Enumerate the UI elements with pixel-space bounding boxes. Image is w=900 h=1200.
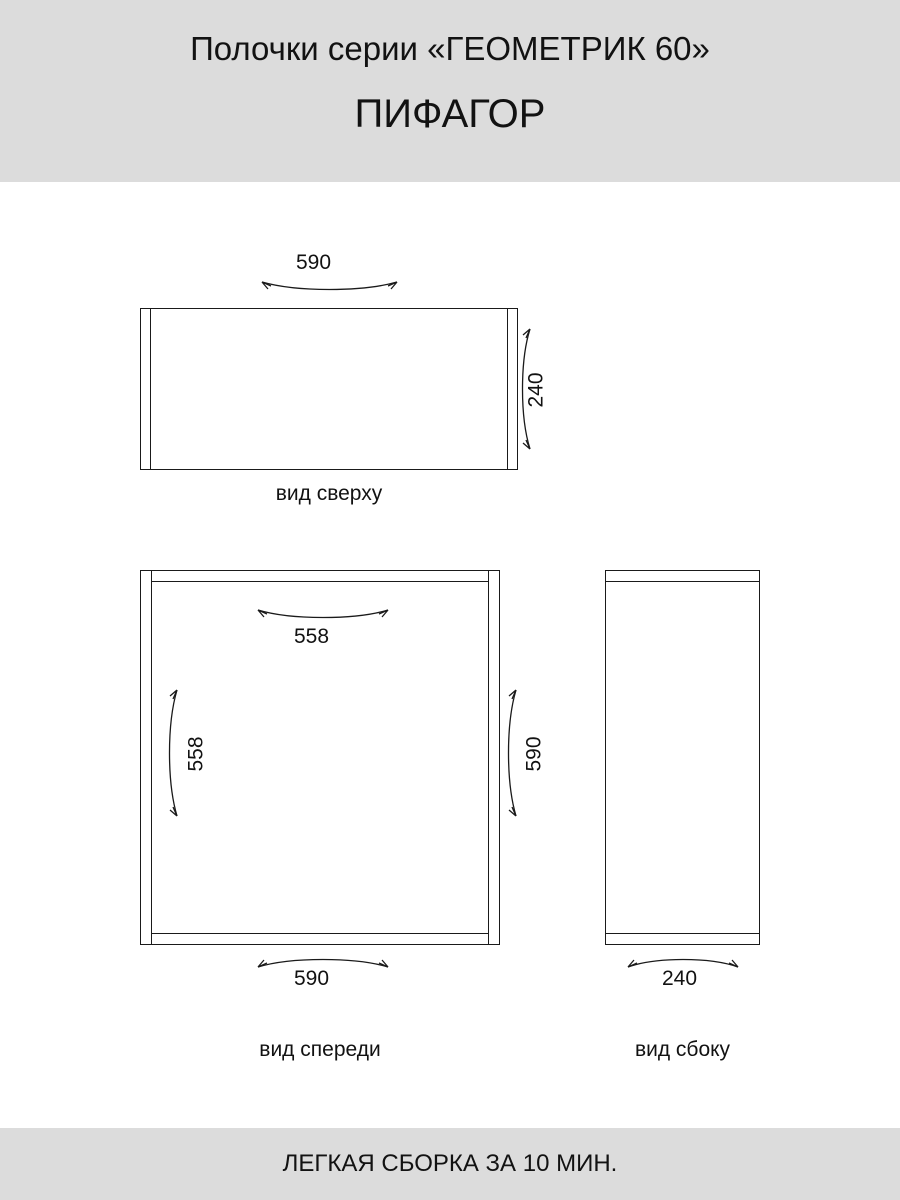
top-view-left-panel [140, 308, 151, 470]
front-view-inner-width-label: 558 [294, 625, 330, 648]
side-view-label: вид сбоку [634, 1038, 731, 1061]
footer-banner [0, 1128, 900, 1200]
front-view-bottom-panel [140, 933, 500, 945]
page-title: Полочки серии «ГЕОМЕТРИК 60» [190, 30, 710, 67]
front-view-left-panel [140, 570, 152, 945]
header-banner [0, 0, 900, 182]
drawing-canvas [0, 182, 900, 1128]
side-view-width-label: 240 [662, 967, 698, 990]
front-view-label: вид спереди [259, 1038, 381, 1061]
top-view-right-panel [507, 308, 518, 470]
front-view-inner-height-dimension [166, 690, 180, 816]
top-view-width-dimension [262, 280, 397, 294]
top-view-width-label: 590 [296, 251, 332, 274]
top-view-body [140, 308, 518, 470]
top-view-height-label: 240 [524, 372, 548, 408]
top-view-label: вид сверху [275, 482, 383, 505]
front-view-inner-width-dimension [258, 608, 388, 622]
front-view-right-panel [488, 570, 500, 945]
side-view-bottom-panel [605, 933, 760, 945]
footer-text: ЛЕГКАЯ СБОРКА ЗА 10 МИН. [282, 1150, 618, 1177]
front-view-inner-height-label: 558 [184, 736, 208, 772]
front-view-top-panel [140, 570, 500, 582]
page-subtitle: ПИФАГОР [354, 91, 546, 136]
side-view-top-panel [605, 570, 760, 582]
front-view-outer-width-label: 590 [294, 967, 330, 990]
side-view-body [605, 570, 760, 945]
front-view-outer-height-label: 590 [522, 736, 546, 772]
front-view-outer-height-dimension [504, 690, 518, 816]
